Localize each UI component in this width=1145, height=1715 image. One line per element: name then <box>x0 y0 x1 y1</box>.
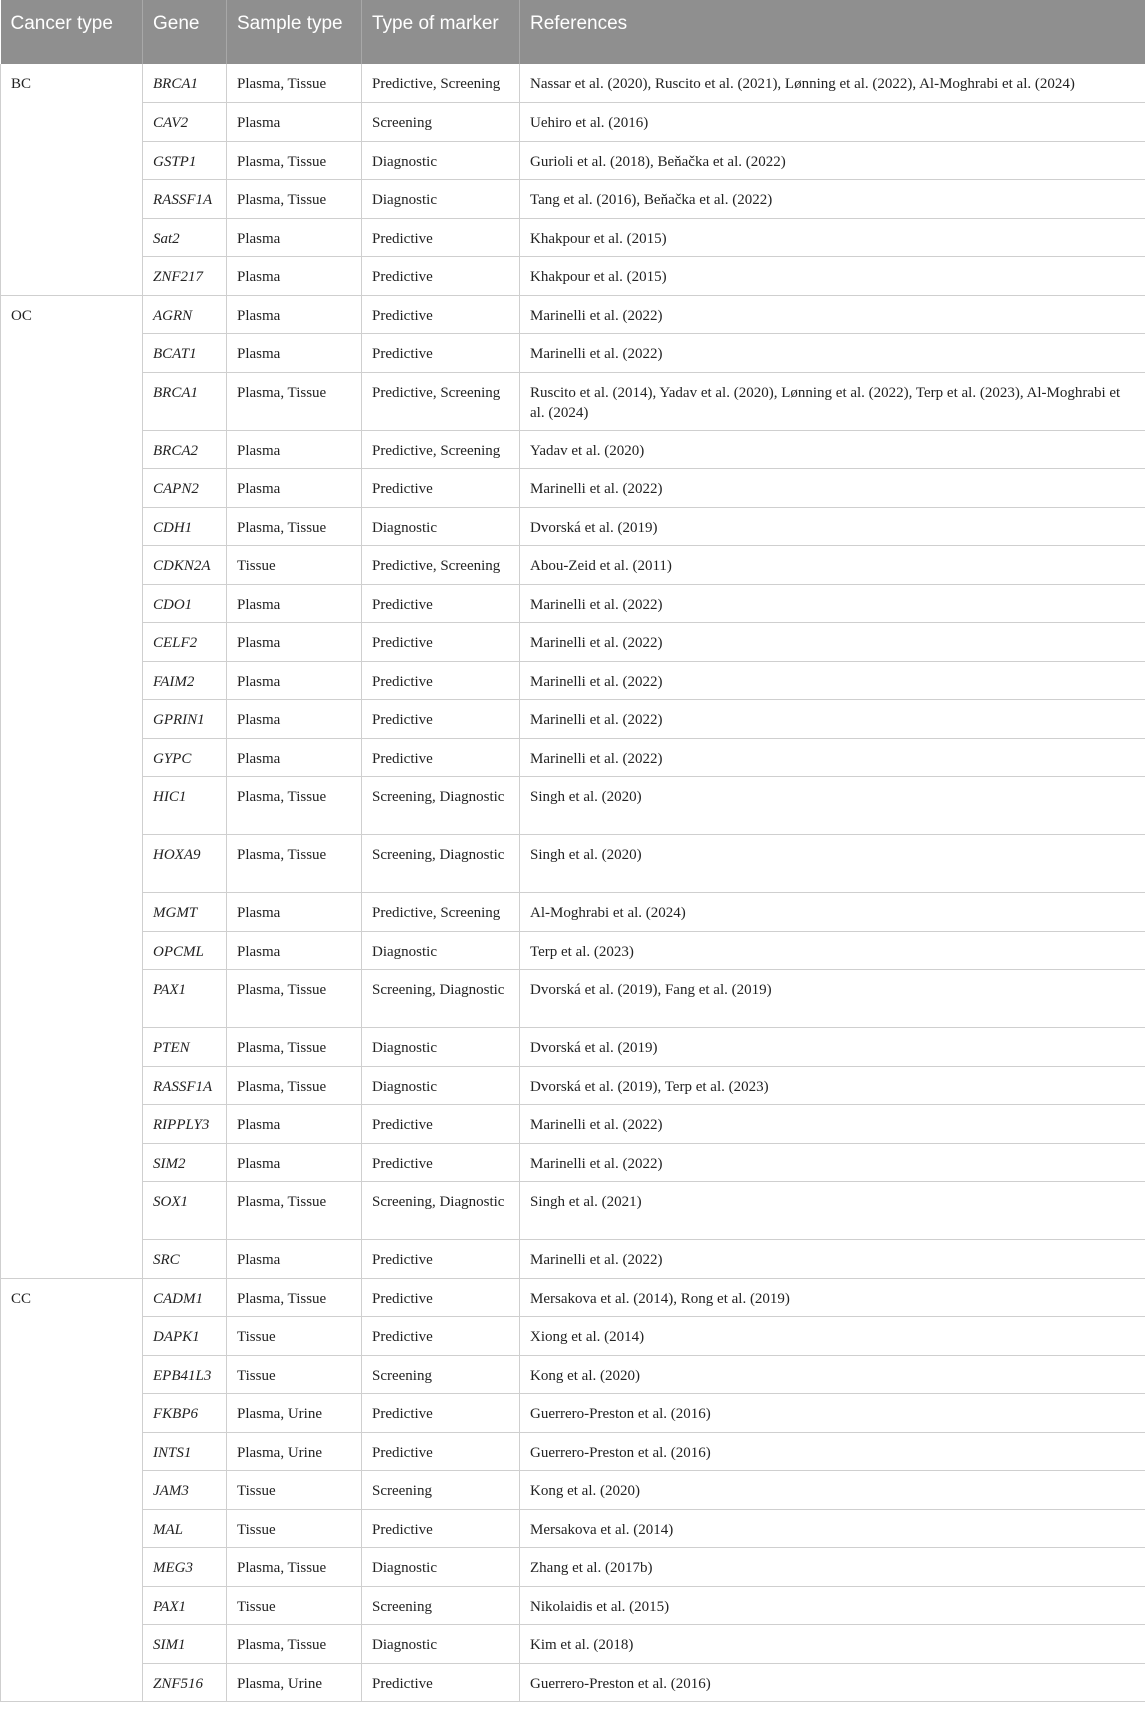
gene-cell: CDH1 <box>143 507 227 546</box>
marker-type-cell: Screening <box>362 1471 520 1510</box>
sample-type-cell: Plasma, Urine <box>227 1663 362 1702</box>
sample-type-cell: Plasma, Tissue <box>227 1548 362 1587</box>
references-cell: Kong et al. (2020) <box>520 1471 1145 1510</box>
gene-cell: FAIM2 <box>143 661 227 700</box>
marker-type-cell: Screening, Diagnostic <box>362 1182 520 1240</box>
sample-type-cell: Plasma, Urine <box>227 1432 362 1471</box>
references-cell: Singh et al. (2020) <box>520 835 1145 893</box>
sample-type-cell: Plasma <box>227 469 362 508</box>
references-cell: Nassar et al. (2020), Ruscito et al. (2021), Lønning et al. (2022), Al-Moghrabi et al. (2024) <box>520 64 1145 103</box>
gene-cell: OPCML <box>143 931 227 970</box>
table-row <box>1 1509 1145 1548</box>
table-row <box>1 700 1145 739</box>
references-cell: Marinelli et al. (2022) <box>520 584 1145 623</box>
marker-type-cell: Predictive <box>362 1105 520 1144</box>
table-header-row <box>1 0 1145 64</box>
table-row <box>1 584 1145 623</box>
marker-type-cell: Predictive <box>362 738 520 777</box>
marker-type-cell: Diagnostic <box>362 141 520 180</box>
references-cell: Dvorská et al. (2019) <box>520 1028 1145 1067</box>
gene-cell: ZNF516 <box>143 1663 227 1702</box>
sample-type-cell: Plasma <box>227 1105 362 1144</box>
gene-cell: MEG3 <box>143 1548 227 1587</box>
table-row <box>1 295 1145 334</box>
references-cell: Kim et al. (2018) <box>520 1625 1145 1664</box>
header-gene: Gene <box>143 0 227 64</box>
marker-type-cell: Screening, Diagnostic <box>362 970 520 1028</box>
marker-type-cell: Predictive <box>362 1317 520 1356</box>
references-cell: Abou-Zeid et al. (2011) <box>520 546 1145 585</box>
gene-cell: HIC1 <box>143 777 227 835</box>
table-row <box>1 1105 1145 1144</box>
table-row <box>1 1240 1145 1279</box>
sample-type-cell: Plasma, Tissue <box>227 1278 362 1317</box>
references-cell: Mersakova et al. (2014) <box>520 1509 1145 1548</box>
table-row <box>1 893 1145 932</box>
table-row <box>1 1548 1145 1587</box>
gene-cell: PAX1 <box>143 970 227 1028</box>
marker-type-cell: Predictive <box>362 1509 520 1548</box>
sample-type-cell: Tissue <box>227 1355 362 1394</box>
sample-type-cell: Plasma <box>227 295 362 334</box>
table-row <box>1 1432 1145 1471</box>
header-sample-type: Sample type <box>227 0 362 64</box>
marker-type-cell: Predictive <box>362 623 520 662</box>
gene-cell: RASSF1A <box>143 1066 227 1105</box>
sample-type-cell: Plasma, Urine <box>227 1394 362 1433</box>
marker-type-cell: Diagnostic <box>362 180 520 219</box>
gene-cell: SIM2 <box>143 1143 227 1182</box>
sample-type-cell: Plasma <box>227 700 362 739</box>
references-cell: Guerrero-Preston et al. (2016) <box>520 1432 1145 1471</box>
sample-type-cell: Plasma <box>227 334 362 373</box>
table-row <box>1 64 1145 103</box>
marker-type-cell: Screening, Diagnostic <box>362 777 520 835</box>
marker-type-cell: Predictive <box>362 1240 520 1279</box>
marker-type-cell: Predictive, Screening <box>362 64 520 103</box>
table-row <box>1 546 1145 585</box>
table-row <box>1 1586 1145 1625</box>
gene-cell: GSTP1 <box>143 141 227 180</box>
references-cell: Zhang et al. (2017b) <box>520 1548 1145 1587</box>
table-row <box>1 1066 1145 1105</box>
marker-type-cell: Predictive <box>362 700 520 739</box>
table-row <box>1 1625 1145 1664</box>
references-cell: Marinelli et al. (2022) <box>520 1240 1145 1279</box>
references-cell: Singh et al. (2020) <box>520 777 1145 835</box>
sample-type-cell: Plasma, Tissue <box>227 970 362 1028</box>
sample-type-cell: Plasma <box>227 1143 362 1182</box>
sample-type-cell: Plasma <box>227 430 362 469</box>
marker-type-cell: Predictive <box>362 584 520 623</box>
gene-cell: CDO1 <box>143 584 227 623</box>
sample-type-cell: Plasma, Tissue <box>227 372 362 430</box>
header-marker-type: Type of marker <box>362 0 520 64</box>
marker-type-cell: Predictive <box>362 1394 520 1433</box>
sample-type-cell: Plasma, Tissue <box>227 141 362 180</box>
sample-type-cell: Plasma, Tissue <box>227 507 362 546</box>
marker-type-cell: Screening, Diagnostic <box>362 835 520 893</box>
references-cell: Marinelli et al. (2022) <box>520 295 1145 334</box>
marker-type-cell: Predictive, Screening <box>362 893 520 932</box>
sample-type-cell: Plasma, Tissue <box>227 777 362 835</box>
gene-cell: CDKN2A <box>143 546 227 585</box>
references-cell: Kong et al. (2020) <box>520 1355 1145 1394</box>
references-cell: Khakpour et al. (2015) <box>520 257 1145 296</box>
references-cell: Xiong et al. (2014) <box>520 1317 1145 1356</box>
references-cell: Marinelli et al. (2022) <box>520 623 1145 662</box>
table-row <box>1 1471 1145 1510</box>
gene-cell: SOX1 <box>143 1182 227 1240</box>
marker-type-cell: Screening <box>362 1586 520 1625</box>
sample-type-cell: Tissue <box>227 1471 362 1510</box>
marker-type-cell: Screening <box>362 1355 520 1394</box>
table-row <box>1 507 1145 546</box>
references-cell: Marinelli et al. (2022) <box>520 661 1145 700</box>
references-cell: Mersakova et al. (2014), Rong et al. (2019) <box>520 1278 1145 1317</box>
references-cell: Marinelli et al. (2022) <box>520 1105 1145 1144</box>
table-row <box>1 257 1145 296</box>
marker-type-cell: Predictive <box>362 1143 520 1182</box>
table-row <box>1 835 1145 893</box>
references-cell: Yadav et al. (2020) <box>520 430 1145 469</box>
sample-type-cell: Plasma <box>227 1240 362 1279</box>
header-references: References <box>520 0 1145 64</box>
gene-cell: CAPN2 <box>143 469 227 508</box>
table-row <box>1 430 1145 469</box>
references-cell: Uehiro et al. (2016) <box>520 103 1145 142</box>
table-row <box>1 469 1145 508</box>
gene-cell: PAX1 <box>143 1586 227 1625</box>
table-row <box>1 661 1145 700</box>
marker-type-cell: Predictive <box>362 661 520 700</box>
table-row <box>1 1182 1145 1240</box>
table-row <box>1 372 1145 430</box>
gene-cell: RASSF1A <box>143 180 227 219</box>
gene-cell: DAPK1 <box>143 1317 227 1356</box>
marker-type-cell: Diagnostic <box>362 1548 520 1587</box>
references-cell: Terp et al. (2023) <box>520 931 1145 970</box>
references-cell: Dvorská et al. (2019), Fang et al. (2019) <box>520 970 1145 1028</box>
references-cell: Khakpour et al. (2015) <box>520 218 1145 257</box>
references-cell: Al-Moghrabi et al. (2024) <box>520 893 1145 932</box>
table-row <box>1 1355 1145 1394</box>
gene-cell: RIPPLY3 <box>143 1105 227 1144</box>
references-cell: Marinelli et al. (2022) <box>520 1143 1145 1182</box>
marker-type-cell: Diagnostic <box>362 1066 520 1105</box>
sample-type-cell: Plasma <box>227 103 362 142</box>
sample-type-cell: Tissue <box>227 1586 362 1625</box>
gene-cell: BCAT1 <box>143 334 227 373</box>
gene-cell: CADM1 <box>143 1278 227 1317</box>
header-cancer-type: Cancer type <box>1 0 143 64</box>
gene-cell: Sat2 <box>143 218 227 257</box>
references-cell: Guerrero-Preston et al. (2016) <box>520 1394 1145 1433</box>
gene-cell: ZNF217 <box>143 257 227 296</box>
table-row <box>1 931 1145 970</box>
table-row <box>1 777 1145 835</box>
table-row <box>1 1317 1145 1356</box>
gene-cell: BRCA1 <box>143 372 227 430</box>
table-body <box>1 64 1145 1702</box>
gene-cell: AGRN <box>143 295 227 334</box>
marker-type-cell: Predictive, Screening <box>362 372 520 430</box>
marker-type-cell: Screening <box>362 103 520 142</box>
marker-type-cell: Predictive, Screening <box>362 546 520 585</box>
marker-type-cell: Predictive <box>362 469 520 508</box>
gene-cell: PTEN <box>143 1028 227 1067</box>
gene-cell: EPB41L3 <box>143 1355 227 1394</box>
table-row <box>1 1663 1145 1702</box>
marker-type-cell: Predictive <box>362 295 520 334</box>
sample-type-cell: Plasma <box>227 623 362 662</box>
references-cell: Marinelli et al. (2022) <box>520 700 1145 739</box>
references-cell: Tang et al. (2016), Beňačka et al. (2022) <box>520 180 1145 219</box>
marker-type-cell: Predictive <box>362 218 520 257</box>
sample-type-cell: Plasma <box>227 584 362 623</box>
references-cell: Dvorská et al. (2019), Terp et al. (2023) <box>520 1066 1145 1105</box>
sample-type-cell: Plasma, Tissue <box>227 1028 362 1067</box>
gene-cell: MGMT <box>143 893 227 932</box>
sample-type-cell: Plasma, Tissue <box>227 1625 362 1664</box>
sample-type-cell: Plasma, Tissue <box>227 1182 362 1240</box>
sample-type-cell: Plasma, Tissue <box>227 1066 362 1105</box>
references-cell: Guerrero-Preston et al. (2016) <box>520 1663 1145 1702</box>
cancer-type-cell: BC <box>1 64 143 295</box>
gene-cell: CAV2 <box>143 103 227 142</box>
sample-type-cell: Plasma <box>227 257 362 296</box>
marker-type-cell: Predictive <box>362 257 520 296</box>
table-row <box>1 1394 1145 1433</box>
sample-type-cell: Plasma, Tissue <box>227 835 362 893</box>
table-row <box>1 1028 1145 1067</box>
references-cell: Nikolaidis et al. (2015) <box>520 1586 1145 1625</box>
gene-cell: SIM1 <box>143 1625 227 1664</box>
references-cell: Marinelli et al. (2022) <box>520 738 1145 777</box>
marker-type-cell: Diagnostic <box>362 931 520 970</box>
sample-type-cell: Plasma <box>227 661 362 700</box>
table-row <box>1 180 1145 219</box>
table-row <box>1 623 1145 662</box>
gene-cell: GPRIN1 <box>143 700 227 739</box>
sample-type-cell: Tissue <box>227 1509 362 1548</box>
references-cell: Marinelli et al. (2022) <box>520 334 1145 373</box>
sample-type-cell: Plasma, Tissue <box>227 64 362 103</box>
cancer-type-cell: OC <box>1 295 143 1278</box>
sample-type-cell: Tissue <box>227 1317 362 1356</box>
sample-type-cell: Plasma <box>227 931 362 970</box>
sample-type-cell: Plasma <box>227 893 362 932</box>
marker-type-cell: Predictive, Screening <box>362 430 520 469</box>
references-cell: Singh et al. (2021) <box>520 1182 1145 1240</box>
gene-cell: GYPC <box>143 738 227 777</box>
gene-cell: MAL <box>143 1509 227 1548</box>
gene-cell: BRCA2 <box>143 430 227 469</box>
sample-type-cell: Plasma, Tissue <box>227 180 362 219</box>
table-row <box>1 970 1145 1028</box>
sample-type-cell: Plasma <box>227 218 362 257</box>
gene-cell: BRCA1 <box>143 64 227 103</box>
table-row <box>1 334 1145 373</box>
table-row <box>1 1278 1145 1317</box>
table-row <box>1 141 1145 180</box>
marker-type-cell: Diagnostic <box>362 507 520 546</box>
marker-type-cell: Diagnostic <box>362 1625 520 1664</box>
references-cell: Gurioli et al. (2018), Beňačka et al. (2022) <box>520 141 1145 180</box>
cancer-type-cell: CC <box>1 1278 143 1702</box>
marker-type-cell: Predictive <box>362 334 520 373</box>
gene-cell: SRC <box>143 1240 227 1279</box>
marker-type-cell: Predictive <box>362 1278 520 1317</box>
references-cell: Dvorská et al. (2019) <box>520 507 1145 546</box>
sample-type-cell: Plasma <box>227 738 362 777</box>
gene-cell: FKBP6 <box>143 1394 227 1433</box>
marker-type-cell: Diagnostic <box>362 1028 520 1067</box>
table-row <box>1 1143 1145 1182</box>
gene-cell: HOXA9 <box>143 835 227 893</box>
table-row <box>1 738 1145 777</box>
references-cell: Marinelli et al. (2022) <box>520 469 1145 508</box>
gene-cell: INTS1 <box>143 1432 227 1471</box>
table-row <box>1 218 1145 257</box>
gene-cell: JAM3 <box>143 1471 227 1510</box>
references-cell: Ruscito et al. (2014), Yadav et al. (2020), Lønning et al. (2022), Terp et al. (2023), Al-Moghrabi et al. (2024) <box>520 372 1145 430</box>
marker-type-cell: Predictive <box>362 1432 520 1471</box>
sample-type-cell: Tissue <box>227 546 362 585</box>
gene-cell: CELF2 <box>143 623 227 662</box>
marker-type-cell: Predictive <box>362 1663 520 1702</box>
table-row <box>1 103 1145 142</box>
